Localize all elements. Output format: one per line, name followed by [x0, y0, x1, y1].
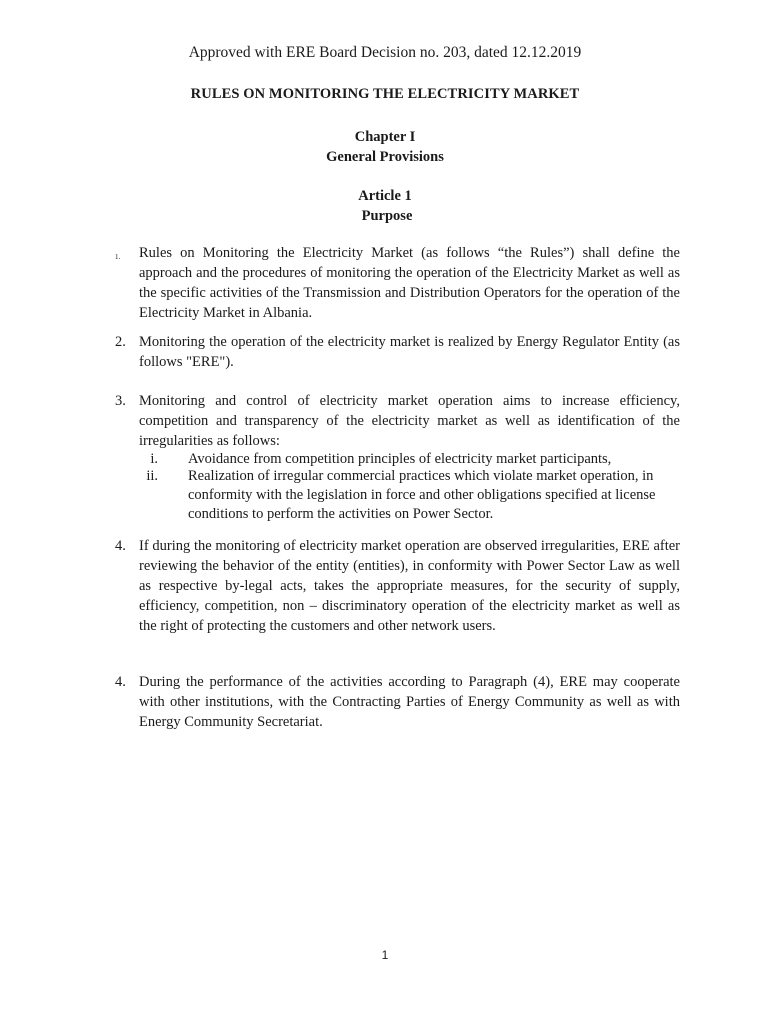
approval-note: Approved with ERE Board Decision no. 203, dated 12.12.2019 [188, 44, 582, 61]
sub-item-ii [140, 467, 680, 524]
paragraph-text: If during the monitoring of electricity market operation are observed irregularities, ERE after reviewing the behavior of the entity (entities), in conformity with Power Sector Law as well as respective by-legal acts, takes the appropriate measures, for the security of supply, efficiency, competition, non – discriminatory operation of the electricity market as well as the right of protecting the customers and other network users. [139, 538, 680, 634]
paragraph-text: Monitoring the operation of the electricity market is realized by Energy Regulator Entity (as follows "ERE"). [139, 334, 680, 370]
paragraph-text: Monitoring and control of electricity market operation aims to increase efficiency, competition and transparency of the electricity market as well as identification of the irregularities as follows: [139, 393, 680, 449]
paragraph-4 [115, 536, 680, 636]
sub-item-number: i. [150, 451, 158, 467]
sub-item-text: Avoidance from competition principles of electricity market participants, [188, 451, 612, 467]
chapter-name: General Provisions [326, 149, 444, 165]
chapter-number: Chapter I [354, 129, 416, 145]
paragraph-number: 3. [115, 393, 126, 409]
paragraph-2 [115, 332, 680, 372]
document-title: RULES ON MONITORING THE ELECTRICITY MARKET [190, 86, 580, 102]
article-number: Article 1 [358, 188, 412, 204]
paragraph-1 [115, 243, 680, 323]
paragraph-number: 4. [115, 674, 126, 690]
paragraph-number: 1. [115, 253, 121, 261]
article-name: Purpose [361, 208, 413, 224]
article-heading [0, 186, 770, 226]
page-number: 1 [381, 948, 389, 962]
sub-item-text: Realization of irregular commercial practices which violate market operation, in conformity with the legislation in force and other obligations specified at license conditions to perform the activities on Power Sector. [188, 468, 656, 522]
paragraph-5 [115, 672, 680, 732]
paragraph-number: 4. [115, 538, 126, 554]
sub-item-number: ii. [146, 468, 158, 484]
paragraph-number: 2. [115, 334, 126, 350]
chapter-heading [0, 127, 770, 167]
paragraph-text: Rules on Monitoring the Electricity Market (as follows “the Rules”) shall define the approach and the procedures of monitoring the operation of the Electricity Market as well as the specific activities of the Transmission and Distribution Operators for the operation of the Electricity Market in Albania. [139, 245, 680, 321]
paragraph-text: During the performance of the activities according to Paragraph (4), ERE may cooperate with other institutions, with the Contracting Parties of Energy Community as well as with Energy Community Secretariat. [139, 674, 680, 730]
paragraph-3 [115, 391, 680, 451]
